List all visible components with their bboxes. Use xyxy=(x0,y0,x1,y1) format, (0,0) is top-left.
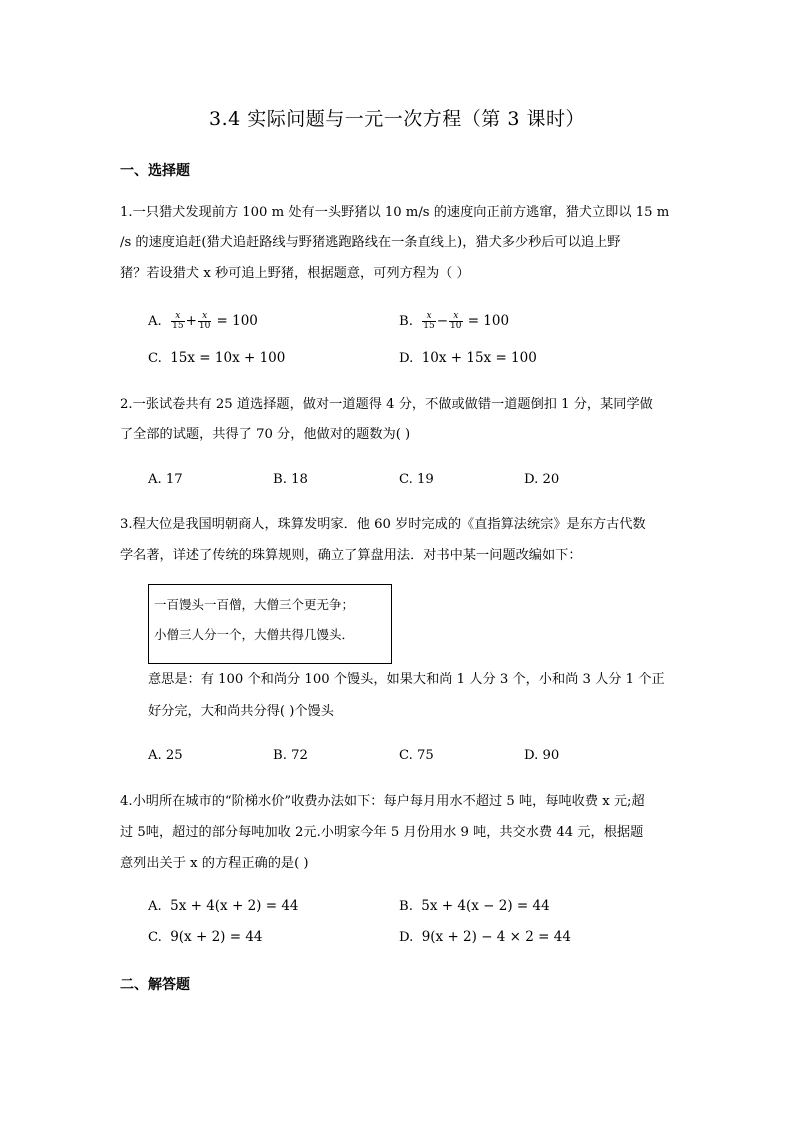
section-heading-answer: 二、解答题 xyxy=(120,977,190,993)
q3-line4: 好分完，大和尚共分得( )个馒头 xyxy=(148,704,334,719)
q2-option-d: D. 20 xyxy=(524,472,560,487)
q4-line3: 意列出关于 x 的方程正确的是( ) xyxy=(120,856,309,871)
q3-option-b: B. 72 xyxy=(273,748,308,763)
section-heading-choice: 一、选择题 xyxy=(120,163,190,179)
q1-line2: /s 的速度追赶(猎犬追赶路线与野猪逃跑路线在一条直线上)，猎犬多少秒后可以追上野 xyxy=(120,235,621,250)
q2-line1: 2.一张试卷共有 25 道选择题，做对一道题得 4 分，不做或做错一道题倒扣 1 分，某同学做 xyxy=(120,397,653,412)
page-title: 3.4 实际问题与一元一次方程（第 3 课时） xyxy=(209,108,585,130)
poem-box xyxy=(148,584,392,664)
poem-line1: 一百馒头一百僧，大僧三个更无争； xyxy=(154,597,355,612)
q1-line1: 1.一只猎犬发现前方 100 m 处有一头野猪以 10 m/s 的速度向正前方逃窜，猎犬立即以 15 m xyxy=(120,205,670,220)
q1-option-c: C. 15x = 10x + 100 xyxy=(148,350,286,366)
q1-option-d: D. 10x + 15x = 100 xyxy=(399,350,537,366)
q4-option-b: B. 5x + 4(x − 2) = 44 xyxy=(399,898,550,914)
q2-line2: 了全部的试题，共得了 70 分，他做对的题数为( ) xyxy=(120,427,411,442)
q3-option-c: C. 75 xyxy=(399,748,434,763)
fraction: $\frac{x}{15}$ xyxy=(172,311,184,331)
q3-line2: 学名著，详述了传统的珠算规则，确立了算盘用法．对书中某一问题改编如下： xyxy=(120,548,582,563)
q2-option-c: C. 19 xyxy=(399,472,434,487)
q3-line3: 意思是：有 100 个和尚分 100 个馒头，如果大和尚 1 人分 3 个，小和尚 3 人分 1 个正 xyxy=(148,672,665,687)
q4-option-d: D. 9(x + 2) − 4 × 2 = 44 xyxy=(399,929,571,945)
q1-option-b: B. $\frac{x}{15}$ − $\frac{x}{10}$ = 100 xyxy=(399,311,510,331)
fraction: $\frac{x}{10}$ xyxy=(450,311,462,331)
q3-option-a: A. 25 xyxy=(148,748,183,763)
q4-line1: 4.小明所在城市的“阶梯水价”收费办法如下：每户每月用水不超过 5 吨，每吨收费 x 元;超 xyxy=(120,794,645,809)
fraction: $\frac{x}{15}$ xyxy=(423,311,435,331)
q2-option-a: A. 17 xyxy=(148,472,183,487)
q1-option-a: A. $\frac{x}{15}$ + $\frac{x}{10}$ = 100 xyxy=(148,311,258,331)
fraction: $\frac{x}{10}$ xyxy=(198,311,211,331)
q1-line3: 猪？若设猎犬 x 秒可追上野猪，根据题意，可列方程为（ ） xyxy=(120,266,470,281)
q4-option-a: A. 5x + 4(x + 2) = 44 xyxy=(148,898,299,914)
poem-line2: 小僧三人分一个，大僧共得几馒头． xyxy=(154,627,355,642)
q3-option-d: D. 90 xyxy=(524,748,560,763)
q4-option-c: C. 9(x + 2) = 44 xyxy=(148,929,263,945)
q3-line1: 3.程大位是我国明朝商人，珠算发明家．他 60 岁时完成的《直指算法统宗》是东方古代数 xyxy=(120,517,646,532)
q4-line2: 过 5吨，超过的部分每吨加收 2元.小明家今年 5 月份用水 9 吨，共交水费 44 元，根据题 xyxy=(120,825,644,840)
q2-option-b: B. 18 xyxy=(273,472,308,487)
